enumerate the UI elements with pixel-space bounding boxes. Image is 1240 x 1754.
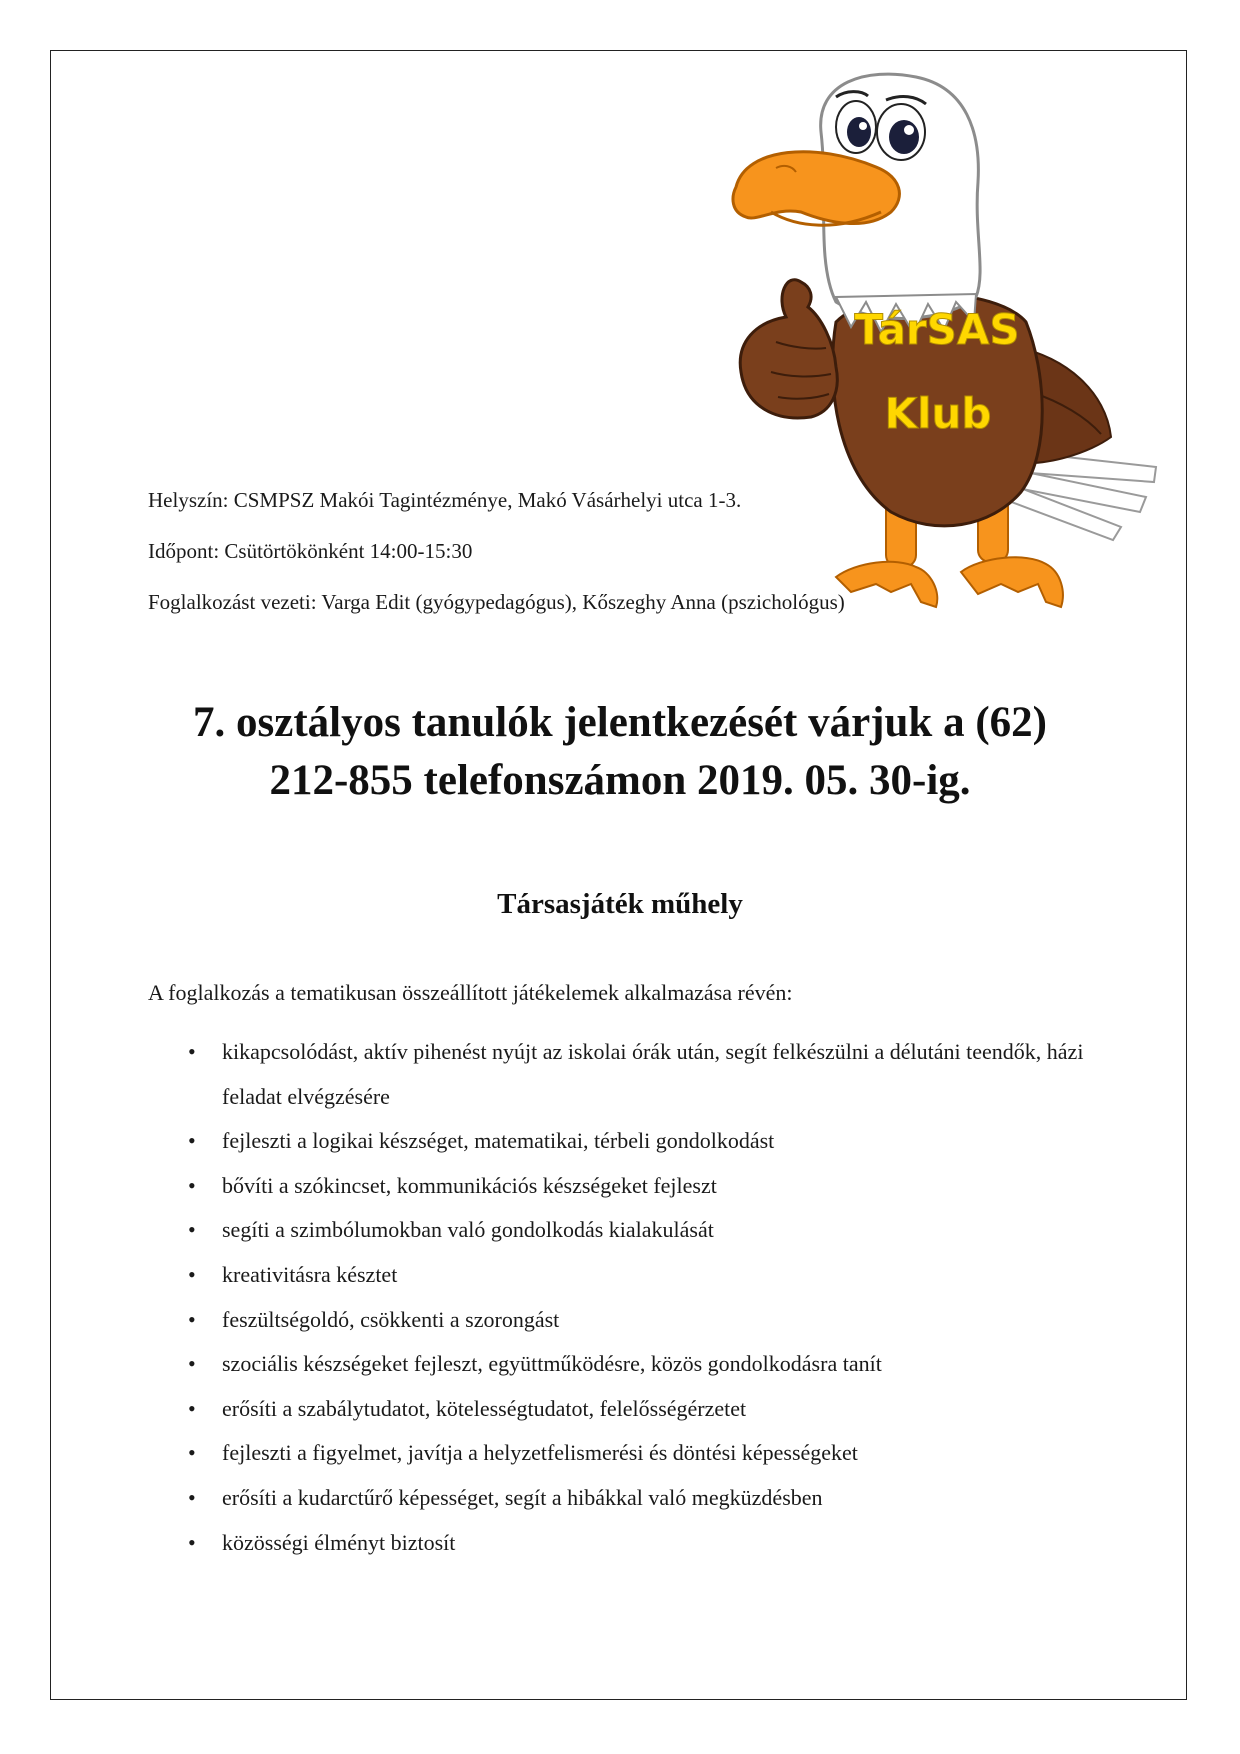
list-item: • segíti a szimbólumokban való gondolkodás kialakulását (148, 1208, 1108, 1253)
logo-title-line1: TárSAS (854, 305, 1020, 354)
list-item: • erősíti a kudarctűrő képességet, segít a hibákkal való megküzdésben (148, 1476, 1108, 1521)
eagle-mascot-logo (716, 72, 1166, 622)
headline-line2: 212-855 telefonszámon 2019. 05. 30-ig. (269, 757, 971, 804)
list-item: • fejleszti a logikai készséget, matematikai, térbeli gondolkodást (148, 1119, 1108, 1164)
leaders-line: Foglalkozást vezeti: Varga Edit (gyógypedagógus), Kőszeghy Anna (pszichológus) (148, 590, 845, 614)
time-line: Időpont: Csütörtökönként 14:00-15:30 (148, 539, 473, 563)
list-item: • fejleszti a figyelmet, javítja a helyzetfelismerési és döntési képességeket (148, 1431, 1108, 1476)
list-item: • kreativitásra késztet (148, 1253, 1108, 1298)
list-item: • közösségi élményt biztosít (148, 1521, 1108, 1566)
headline (100, 694, 1140, 810)
intro-text: A foglalkozás a tematikusan összeállított játékelemek alkalmazása révén: (148, 980, 793, 1005)
list-item: • feszültségoldó, csökkenti a szorongást (148, 1298, 1108, 1343)
logo-title-line2: Klub (884, 389, 992, 438)
list-item: • bővíti a szókincset, kommunikációs készségeket fejleszt (148, 1164, 1108, 1209)
location-line: Helyszín: CSMPSZ Makói Tagintézménye, Makó Vásárhelyi utca 1-3. (148, 488, 742, 512)
headline-line1: 7. osztályos tanulók jelentkezését várjuk a (62) (193, 699, 1047, 746)
section-title: Társasjáték műhely (497, 888, 743, 920)
list-item: • szociális készségeket fejleszt, együttműködésre, közös gondolkodásra tanít (148, 1342, 1108, 1387)
list-item: • kikapcsolódást, aktív pihenést nyújt az iskolai órák után, segít felkészülni a délutáni teendők, házi feladat elvégzésére (148, 1030, 1108, 1119)
benefits-list (148, 1030, 1108, 1565)
list-item: • erősíti a szabálytudatot, kötelességtudatot, felelősségérzetet (148, 1387, 1108, 1432)
